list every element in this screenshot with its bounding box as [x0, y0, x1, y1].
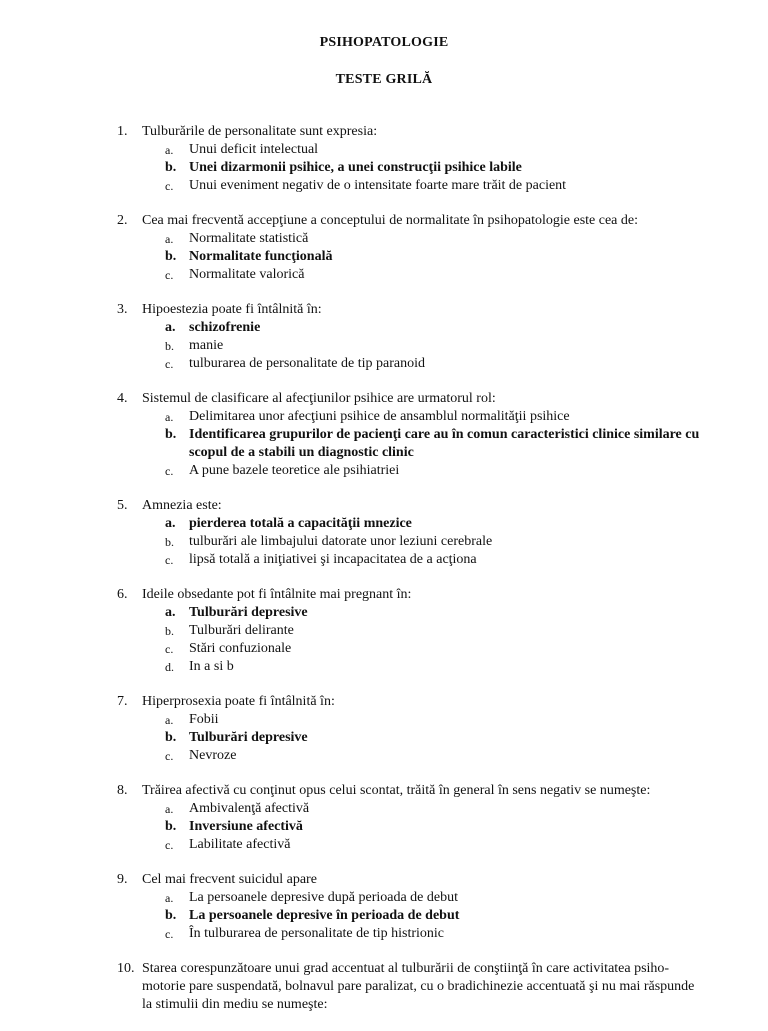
option-text: lipsă totală a iniţiativei şi incapacitatea de a acţiona	[189, 552, 477, 567]
answer-option-correct	[0, 248, 768, 266]
question-text: Hipoestezia poate fi întâlnită în:	[142, 302, 322, 317]
option-text: Inversiune afectivă	[189, 819, 303, 834]
answer-option	[0, 836, 768, 854]
answer-option	[0, 337, 768, 355]
option-text: Labilitate afectivă	[189, 837, 291, 852]
option-letter: b.	[165, 160, 177, 175]
answer-option	[0, 533, 768, 551]
option-text: Tulburări depresive	[189, 730, 308, 745]
option-letter: b.	[165, 427, 177, 442]
option-letter: b.	[165, 249, 177, 264]
option-text: A pune bazele teoretice ale psihiatriei	[189, 463, 400, 478]
option-text: La persoanele depresive în perioada de debut	[189, 908, 460, 923]
question-number: 2.	[117, 213, 128, 228]
answer-option	[0, 800, 768, 818]
option-letter: a.	[165, 713, 174, 727]
answer-option	[0, 640, 768, 658]
option-text: Nevroze	[189, 748, 237, 763]
answer-option-correct	[0, 319, 768, 337]
option-text: Tulburări depresive	[189, 605, 308, 620]
answer-option-correct	[0, 818, 768, 836]
answer-option	[0, 747, 768, 765]
option-letter: b.	[165, 339, 174, 353]
option-letter: b.	[165, 535, 174, 549]
answer-option	[0, 355, 768, 373]
answer-option	[0, 141, 768, 159]
question-item	[0, 301, 768, 373]
question-number: 1.	[117, 124, 128, 139]
question-text: Cea mai frecventă accepţiune a conceptului de normalitate în psihopatologie este cea de:	[142, 213, 639, 228]
option-letter: b.	[165, 819, 177, 834]
option-text: manie	[189, 338, 224, 353]
answer-option-correct	[0, 159, 768, 177]
question-item	[0, 123, 768, 195]
question-text: Starea corespunzătoare unui grad accentuat al tulburării de conştiinţă în care activitatea psiho-motorie pare suspendată, bolnavul pare paralizat, cu o bradichinezie accentuată şi nu mai răspunde la stimulii din mediu se numeşte:	[142, 961, 695, 1012]
option-text: In a si b	[189, 659, 234, 674]
question-text: Trăirea afectivă cu conţinut opus celui scontat, trăită în general în sens negativ se numeşte:	[142, 783, 651, 798]
question-number: 10.	[117, 961, 135, 976]
option-letter: b.	[165, 624, 174, 638]
option-letter: a.	[165, 605, 176, 620]
option-text: tulburarea de personalitate de tip paranoid	[189, 356, 425, 371]
question-number: 6.	[117, 587, 128, 602]
option-letter: c.	[165, 927, 174, 941]
option-text: Unui eveniment negativ de o intensitate foarte mare trăit de pacient	[189, 178, 567, 193]
option-text: Stări confuzionale	[189, 641, 292, 656]
option-text: Unei dizarmonii psihice, a unei construcţii psihice labile	[189, 160, 522, 175]
option-letter: a.	[165, 891, 174, 905]
answer-option	[0, 711, 768, 729]
question-text: Ideile obsedante pot fi întâlnite mai pregnant în:	[142, 587, 412, 602]
question-text: Tulburările de personalitate sunt expresia:	[142, 124, 378, 139]
option-text: Fobii	[189, 712, 219, 727]
option-text: tulburări ale limbajului datorate unor leziuni cerebrale	[189, 534, 493, 549]
answer-option	[0, 925, 768, 943]
question-number: 7.	[117, 694, 128, 709]
question-item	[0, 497, 768, 569]
option-text: În tulburarea de personalitate de tip histrionic	[189, 926, 445, 941]
option-text: Normalitate statistică	[189, 231, 309, 246]
question-number: 5.	[117, 498, 128, 513]
option-text: Identificarea grupurilor de pacienţi care au în comun caracteristici clinice similare cu scopul de a stabili un diagnostic clinic	[189, 427, 700, 460]
option-text: pierderea totală a capacităţii mnezice	[189, 516, 412, 531]
question-item	[0, 693, 768, 765]
question-item	[0, 782, 768, 854]
question-item	[0, 212, 768, 284]
option-text: Normalitate valorică	[189, 267, 305, 282]
answer-option	[0, 177, 768, 195]
answer-option	[0, 408, 768, 426]
option-letter: c.	[165, 464, 174, 478]
option-letter: b.	[165, 730, 177, 745]
answer-option	[0, 658, 768, 676]
option-letter: a.	[165, 232, 174, 246]
question-text: Cel mai frecvent suicidul apare	[142, 872, 317, 887]
option-letter: a.	[165, 320, 176, 335]
option-letter: a.	[165, 143, 174, 157]
option-letter: c.	[165, 749, 174, 763]
question-number: 3.	[117, 302, 128, 317]
option-text: Ambivalenţă afectivă	[189, 801, 310, 816]
question-text: Hiperprosexia poate fi întâlnită în:	[142, 694, 335, 709]
question-item	[0, 390, 768, 480]
option-letter: a.	[165, 516, 176, 531]
question-item	[0, 586, 768, 676]
option-text: Tulburări delirante	[189, 623, 294, 638]
page-subtitle: TESTE GRILĂ	[335, 72, 433, 87]
question-number: 4.	[117, 391, 128, 406]
page-title: PSIHOPATOLOGIE	[319, 35, 449, 50]
answer-option	[0, 622, 768, 640]
option-letter: c.	[165, 838, 174, 852]
question-number: 8.	[117, 783, 128, 798]
option-text: Unui deficit intelectual	[189, 142, 319, 157]
answer-option	[0, 889, 768, 907]
answer-option-correct	[0, 426, 768, 462]
question-text: Amnezia este:	[142, 498, 222, 513]
option-text: Normalitate funcţională	[189, 249, 333, 264]
answer-option	[0, 266, 768, 284]
option-letter: c.	[165, 642, 174, 656]
question-text: Sistemul de clasificare al afecţiunilor psihice are urmatorul rol:	[142, 391, 496, 406]
question-item	[0, 960, 768, 1014]
question-item	[0, 871, 768, 943]
question-list	[0, 123, 768, 1031]
answer-option-correct	[0, 907, 768, 925]
option-letter: d.	[165, 660, 174, 674]
option-letter: c.	[165, 357, 174, 371]
option-letter: b.	[165, 908, 177, 923]
answer-option	[0, 230, 768, 248]
option-text: schizofrenie	[189, 320, 261, 335]
option-text: Delimitarea unor afecţiuni psihice de ansamblul normalităţii psihice	[189, 409, 570, 424]
answer-option-correct	[0, 604, 768, 622]
answer-option	[0, 551, 768, 569]
option-text: La persoanele depresive după perioada de debut	[189, 890, 458, 905]
option-letter: c.	[165, 268, 174, 282]
answer-option-correct	[0, 729, 768, 747]
option-letter: c.	[165, 553, 174, 567]
option-letter: a.	[165, 410, 174, 424]
answer-option-correct	[0, 515, 768, 533]
option-letter: c.	[165, 179, 174, 193]
answer-option	[0, 462, 768, 480]
question-number: 9.	[117, 872, 128, 887]
option-letter: a.	[165, 802, 174, 816]
